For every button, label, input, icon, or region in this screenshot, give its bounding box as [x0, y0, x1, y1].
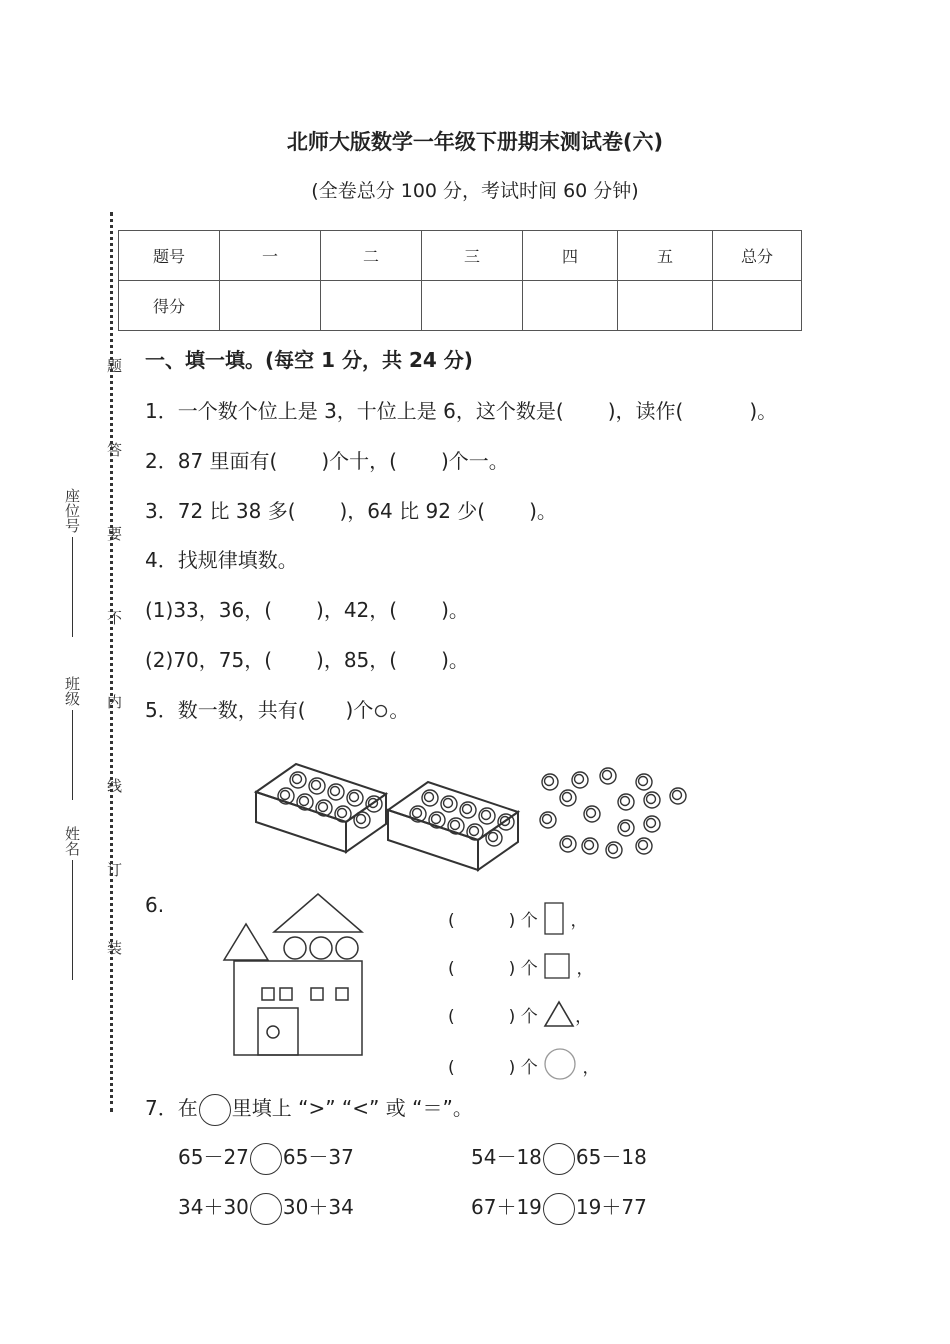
binding-char: 要 [105, 526, 123, 541]
seat-label: 座位号 [63, 488, 81, 533]
q6-row-rectangle: ( ) 个 ， [448, 902, 588, 936]
bead-highlight [444, 799, 453, 808]
seat-underline [72, 537, 73, 637]
answer-blank[interactable]: ( ) [448, 911, 516, 931]
bead-highlight [609, 845, 618, 854]
bead-icon [373, 704, 389, 718]
bead-highlight [621, 823, 630, 832]
bead-highlight [482, 811, 491, 820]
name-label: 姓名 [63, 826, 81, 856]
score-header-cell: 题号 [119, 231, 220, 281]
score-header-cell: 一 [220, 231, 321, 281]
circle-icon [543, 1047, 577, 1081]
binding-char: 答 [105, 442, 123, 457]
bead-highlight [647, 819, 656, 828]
bead-highlight [300, 797, 309, 806]
score-header-cell: 三 [422, 231, 523, 281]
answer-blank[interactable]: ( ) [448, 1058, 516, 1078]
answer-blank[interactable]: ( ) [448, 1007, 516, 1027]
binding-char: 线 [105, 778, 123, 793]
compare-circle[interactable] [250, 1143, 282, 1175]
bead-highlight [432, 815, 441, 824]
class-underline [72, 710, 73, 800]
binding-char: 装 [105, 940, 123, 955]
score-table-score-row [119, 281, 802, 331]
bead-highlight [413, 809, 422, 818]
bead-highlight [281, 791, 290, 800]
question-4: 4．找规律填数。 [145, 548, 298, 572]
score-cell[interactable] [523, 281, 618, 331]
compare-circle[interactable] [543, 1143, 575, 1175]
square-icon [543, 952, 571, 980]
bead-highlight [673, 791, 682, 800]
bead-highlight [543, 815, 552, 824]
score-table-header-row [119, 231, 802, 281]
score-header-cell: 五 [618, 231, 713, 281]
class-label: 班级 [63, 676, 81, 706]
question-7: 7．在 里填上 “>” “<” 或 “＝”。 [145, 1092, 473, 1126]
bead-highlight [293, 775, 302, 784]
bead-highlight [357, 815, 366, 824]
answer-blank[interactable]: ( ) [448, 959, 516, 979]
bead-highlight [585, 841, 594, 850]
name-field[interactable] [62, 826, 83, 980]
question-6-label: 6. [145, 893, 165, 917]
bead-highlight [563, 793, 572, 802]
compare-circle-icon [199, 1094, 231, 1126]
rectangle-icon [543, 902, 565, 936]
q6-row-triangle: ( ) 个 ， [448, 1000, 592, 1028]
bead-highlight [545, 777, 554, 786]
bead-highlight [563, 839, 572, 848]
page-subtitle: (全卷总分 100 分，考试时间 60 分钟) [311, 180, 639, 202]
binding-char: 订 [105, 862, 123, 877]
question-1: 1．一个数个位上是 3，十位上是 6，这个数是( )，读作( )。 [145, 399, 778, 423]
bead-highlight [575, 775, 584, 784]
q7-item: 54－18 65－18 [471, 1141, 647, 1175]
bead-highlight [587, 809, 596, 818]
compare-circle[interactable] [250, 1193, 282, 1225]
bead-highlight [470, 827, 479, 836]
score-cell[interactable] [422, 281, 523, 331]
score-table [118, 230, 802, 331]
binding-char: 内 [105, 694, 123, 709]
question-3: 3．72 比 38 多( )，64 比 92 少( )。 [145, 499, 557, 523]
score-cell[interactable] [713, 281, 802, 331]
bead-highlight [463, 805, 472, 814]
bead-highlight [603, 771, 612, 780]
q6-row-circle: ( ) 个 ， [448, 1047, 600, 1081]
page-title: 北师大版数学一年级下册期末测试卷(六) [286, 130, 664, 154]
bead-highlight [350, 793, 359, 802]
binding-char: 题 [105, 358, 123, 373]
house-figure [218, 886, 368, 1060]
bead-highlight [489, 833, 498, 842]
beads-figure [250, 740, 700, 880]
triangle-icon [543, 1000, 575, 1028]
q7-item: 67＋19 19＋77 [471, 1191, 647, 1225]
name-underline [72, 860, 73, 980]
score-cell[interactable] [618, 281, 713, 331]
score-header-cell: 总分 [713, 231, 802, 281]
q7-item: 34＋30 30＋34 [178, 1191, 354, 1225]
score-cell[interactable] [321, 281, 422, 331]
score-row-label: 得分 [119, 281, 220, 331]
seat-field[interactable] [62, 488, 83, 637]
compare-circle[interactable] [543, 1193, 575, 1225]
score-cell[interactable] [220, 281, 321, 331]
binding-char: 不 [105, 610, 123, 625]
bead-highlight [639, 841, 648, 850]
score-header-cell: 四 [523, 231, 618, 281]
question-2: 2．87 里面有( )个十，( )个一。 [145, 449, 509, 473]
bead-highlight [331, 787, 340, 796]
bead-highlight [312, 781, 321, 790]
question-4-1: (1)33，36，( )，42，( )。 [145, 598, 469, 622]
binding-dotted-line [110, 212, 113, 1112]
bead-highlight [647, 795, 656, 804]
bead-highlight [338, 809, 347, 818]
question-4-2: (2)70，75，( )，85，( )。 [145, 648, 469, 672]
bead-highlight [451, 821, 460, 830]
q7-item: 65－27 65－37 [178, 1141, 354, 1175]
bead-highlight [425, 793, 434, 802]
q6-row-square: ( ) 个 ， [448, 952, 594, 980]
bead-highlight [639, 777, 648, 786]
question-5: 5．数一数，共有( )个 。 [145, 698, 410, 722]
class-field[interactable] [62, 676, 83, 800]
bead-highlight [621, 797, 630, 806]
section-heading: 一、填一填。(每空 1 分，共 24 分) [145, 348, 473, 372]
bead-highlight [319, 803, 328, 812]
score-header-cell: 二 [321, 231, 422, 281]
